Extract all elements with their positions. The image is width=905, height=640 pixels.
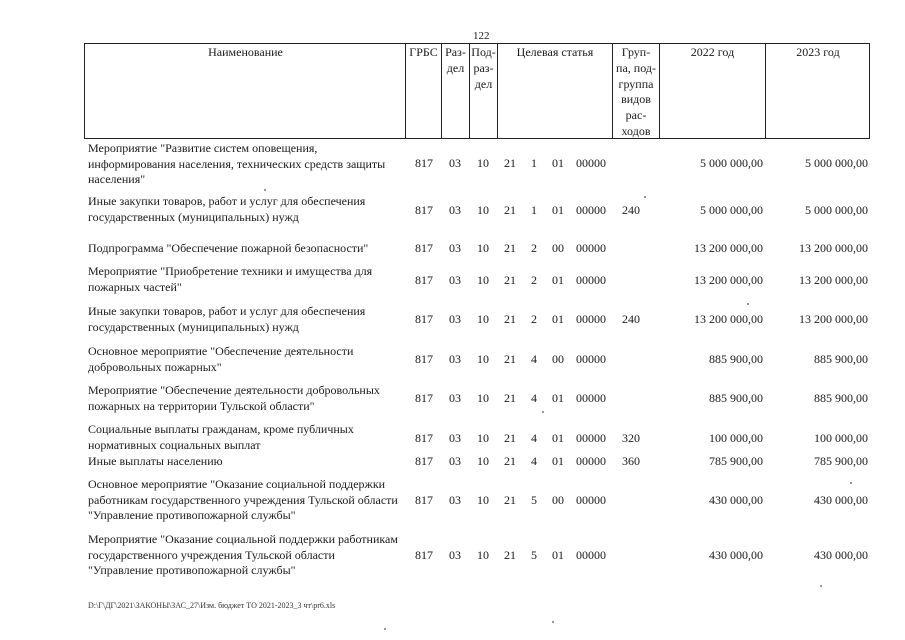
row-amount-2023: 5 000 000,00 <box>805 203 868 217</box>
row-razdel: 03 <box>449 493 461 507</box>
row-amount-2023: 430 000,00 <box>814 493 868 507</box>
row-grbs: 817 <box>415 203 433 217</box>
row-target-event: 00 <box>552 352 564 366</box>
row-amount-2023: 885 900,00 <box>814 391 868 405</box>
row-expense-group: 360 <box>622 454 640 468</box>
row-target-subprogram: 5 <box>531 493 537 507</box>
row-target-direction: 00000 <box>576 312 606 326</box>
row-razdel: 03 <box>449 273 461 287</box>
row-amount-2022: 13 200 000,00 <box>694 241 763 255</box>
row-target-program: 21 <box>504 273 516 287</box>
row-target-program: 21 <box>504 241 516 255</box>
row-target-program: 21 <box>504 391 516 405</box>
row-target-event: 00 <box>552 493 564 507</box>
row-podrazdel: 10 <box>477 431 489 445</box>
row-target-direction: 00000 <box>576 273 606 287</box>
row-grbs: 817 <box>415 493 433 507</box>
row-target-program: 21 <box>504 312 516 326</box>
row-target-event: 01 <box>552 548 564 562</box>
row-target-subprogram: 2 <box>531 273 537 287</box>
row-target-direction: 00000 <box>576 454 606 468</box>
row-podrazdel: 10 <box>477 273 489 287</box>
row-target-program: 21 <box>504 203 516 217</box>
row-name: Мероприятие "Приобретение техники и имущества для пожарных частей" <box>88 264 373 294</box>
row-target-subprogram: 5 <box>531 548 537 562</box>
footer-file-path: D:\Г\ДГ\2021\ЗАКОНЫ\ЗАС_27\Изм. бюджет ТО 2021-2023_3 чт\pr6.xls <box>88 601 336 610</box>
row-razdel: 03 <box>449 548 461 562</box>
row-podrazdel: 10 <box>477 203 489 217</box>
row-target-direction: 00000 <box>576 241 606 255</box>
row-amount-2022: 100 000,00 <box>709 431 763 445</box>
row-amount-2023: 13 200 000,00 <box>799 273 868 287</box>
row-amount-2023: 13 200 000,00 <box>799 312 868 326</box>
row-amount-2022: 885 900,00 <box>709 352 763 366</box>
row-amount-2022: 5 000 000,00 <box>700 203 763 217</box>
scan-speck <box>820 585 822 587</box>
scan-speck <box>542 411 544 413</box>
row-podrazdel: 10 <box>477 312 489 326</box>
row-name: Мероприятие "Оказание социальной поддержки работникам государственного учреждения Тульской области "Управление противопожарной службы" <box>88 532 398 577</box>
row-target-event: 01 <box>552 431 564 445</box>
row-podrazdel: 10 <box>477 352 489 366</box>
header-name: Наименование <box>208 45 283 59</box>
row-razdel: 03 <box>449 156 461 170</box>
row-podrazdel: 10 <box>477 493 489 507</box>
row-target-direction: 00000 <box>576 391 606 405</box>
row-grbs: 817 <box>415 352 433 366</box>
row-target-direction: 00000 <box>576 493 606 507</box>
row-amount-2023: 5 000 000,00 <box>805 156 868 170</box>
row-target-event: 00 <box>552 241 564 255</box>
row-grbs: 817 <box>415 312 433 326</box>
row-razdel: 03 <box>449 391 461 405</box>
row-name: Мероприятие "Развитие систем оповещения, информирования населения, технических средств защиты населения" <box>88 141 386 186</box>
row-podrazdel: 10 <box>477 454 489 468</box>
row-target-subprogram: 4 <box>531 431 537 445</box>
row-podrazdel: 10 <box>477 156 489 170</box>
row-grbs: 817 <box>415 241 433 255</box>
page-number: 122 <box>473 30 490 42</box>
row-podrazdel: 10 <box>477 548 489 562</box>
header-expense-group: Груп- па, под- группа видов рас- ходов <box>616 45 656 138</box>
row-target-direction: 00000 <box>576 203 606 217</box>
row-target-event: 01 <box>552 203 564 217</box>
row-name: Иные закупки товаров, работ и услуг для обеспечения государственных (муниципальных) нужд <box>88 194 366 224</box>
row-target-program: 21 <box>504 548 516 562</box>
scan-speck <box>850 482 852 484</box>
row-amount-2022: 13 200 000,00 <box>694 312 763 326</box>
row-amount-2023: 785 900,00 <box>814 454 868 468</box>
row-razdel: 03 <box>449 312 461 326</box>
header-target-article: Целевая статья <box>516 45 594 59</box>
row-grbs: 817 <box>415 548 433 562</box>
row-name: Подпрограмма "Обеспечение пожарной безопасности" <box>88 241 369 255</box>
row-target-direction: 00000 <box>576 352 606 366</box>
row-target-direction: 00000 <box>576 548 606 562</box>
row-razdel: 03 <box>449 431 461 445</box>
row-target-program: 21 <box>504 352 516 366</box>
row-amount-2022: 885 900,00 <box>709 391 763 405</box>
row-amount-2023: 430 000,00 <box>814 548 868 562</box>
row-razdel: 03 <box>449 241 461 255</box>
row-target-subprogram: 1 <box>531 203 537 217</box>
row-amount-2023: 100 000,00 <box>814 431 868 445</box>
row-target-subprogram: 2 <box>531 241 537 255</box>
row-name: Основное мероприятие "Обеспечение деятельности добровольных пожарных" <box>88 344 354 374</box>
row-target-event: 01 <box>552 312 564 326</box>
row-amount-2023: 13 200 000,00 <box>799 241 868 255</box>
row-target-subprogram: 4 <box>531 454 537 468</box>
scan-speck <box>644 196 646 198</box>
row-grbs: 817 <box>415 273 433 287</box>
row-name: Основное мероприятие "Оказание социальной поддержки работникам государственного учреждения Тульской области "Управление противопожарной службы" <box>88 477 398 522</box>
row-razdel: 03 <box>449 454 461 468</box>
row-amount-2022: 13 200 000,00 <box>694 273 763 287</box>
row-grbs: 817 <box>415 156 433 170</box>
row-target-subprogram: 2 <box>531 312 537 326</box>
scan-speck <box>552 621 554 623</box>
row-name: Иные закупки товаров, работ и услуг для обеспечения государственных (муниципальных) нужд <box>88 304 366 334</box>
row-target-program: 21 <box>504 156 516 170</box>
row-target-event: 01 <box>552 156 564 170</box>
header-podrazdel: Под- раз- дел <box>471 45 496 91</box>
row-expense-group: 320 <box>622 431 640 445</box>
header-year-2022: 2022 год <box>690 45 735 59</box>
row-target-subprogram: 4 <box>531 391 537 405</box>
row-amount-2023: 885 900,00 <box>814 352 868 366</box>
header-razdel: Раз- дел <box>445 45 466 75</box>
row-name: Мероприятие "Обеспечение деятельности добровольных пожарных на территории Тульской области" <box>88 383 380 413</box>
row-target-direction: 00000 <box>576 431 606 445</box>
row-grbs: 817 <box>415 431 433 445</box>
row-expense-group: 240 <box>622 203 640 217</box>
row-expense-group: 240 <box>622 312 640 326</box>
row-razdel: 03 <box>449 352 461 366</box>
scan-speck <box>384 628 386 630</box>
row-amount-2022: 430 000,00 <box>709 493 763 507</box>
scan-speck <box>264 189 266 191</box>
row-target-program: 21 <box>504 431 516 445</box>
row-podrazdel: 10 <box>477 241 489 255</box>
row-target-subprogram: 4 <box>531 352 537 366</box>
row-podrazdel: 10 <box>477 391 489 405</box>
row-target-subprogram: 1 <box>531 156 537 170</box>
row-amount-2022: 5 000 000,00 <box>700 156 763 170</box>
row-target-event: 01 <box>552 391 564 405</box>
header-year-2023: 2023 год <box>796 45 840 59</box>
scan-speck <box>747 303 749 305</box>
row-target-event: 01 <box>552 273 564 287</box>
row-target-program: 21 <box>504 493 516 507</box>
row-target-event: 01 <box>552 454 564 468</box>
row-amount-2022: 430 000,00 <box>709 548 763 562</box>
row-target-program: 21 <box>504 454 516 468</box>
row-name: Социальные выплаты гражданам, кроме публичных нормативных социальных выплат <box>88 422 354 452</box>
row-grbs: 817 <box>415 391 433 405</box>
row-amount-2022: 785 900,00 <box>709 454 763 468</box>
row-razdel: 03 <box>449 203 461 217</box>
row-name: Иные выплаты населению <box>88 454 223 468</box>
row-target-direction: 00000 <box>576 156 606 170</box>
row-grbs: 817 <box>415 454 433 468</box>
header-grbs: ГРБС <box>409 45 438 59</box>
